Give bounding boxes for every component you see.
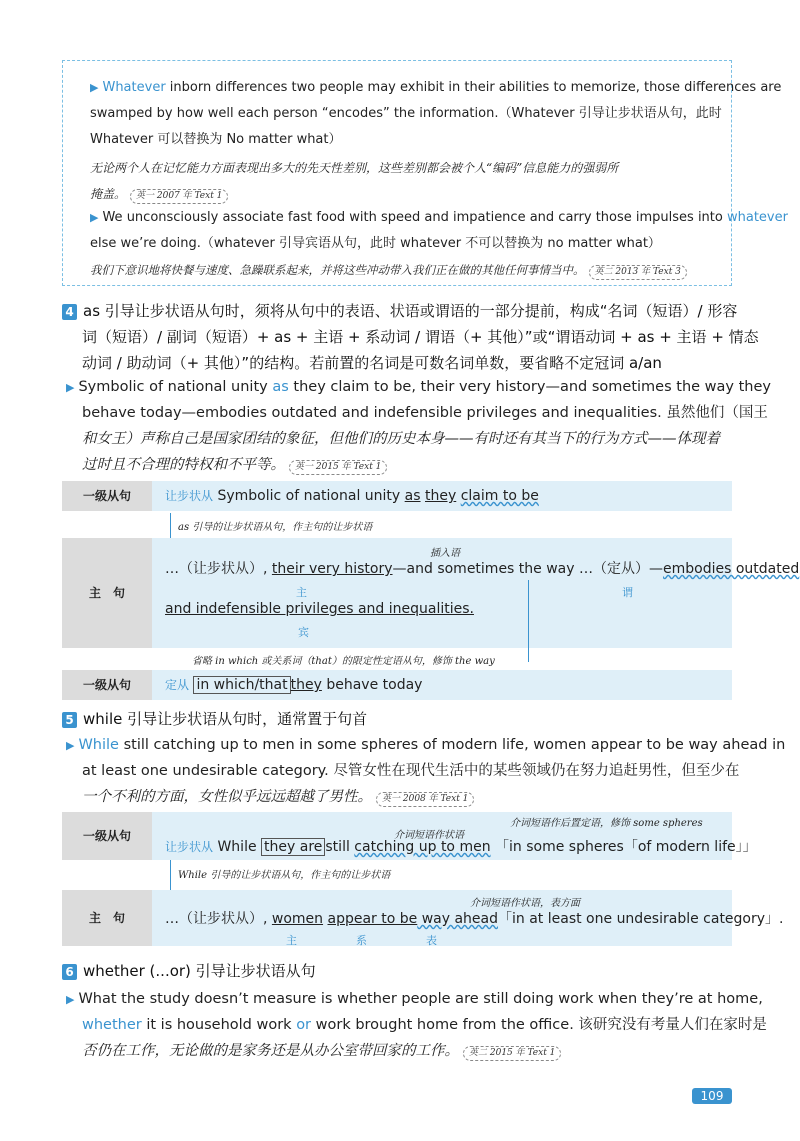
diagram-4-main-line-1: …（让步状从）, their very history—and sometimes the way …（定从）—embodies outdated [165, 561, 800, 577]
example-2-line-1: ▶ We unconsciously associate fast food with speed and impatience and carry those impulses into whatever [90, 210, 788, 225]
example-2-translation: 我们下意识地将快餐与速度、急躁联系起来，并将这些冲动带入我们正在做的其他任何事情当中。 英二 2013 年 Text 3 [90, 258, 726, 282]
source-tag: 英二 2013 年 Text 3 [589, 265, 687, 280]
diagram-label: 一级从句 [62, 670, 152, 700]
example-2-line-2: else we’re doing.（whatever 引导宾语从句，此时 whatever 不可以替换为 no matter what） [90, 236, 661, 251]
section-5-example-line-1: ▶ While still catching up to men in some spheres of modern life, women appear to be way ahead in [66, 737, 786, 753]
diagram-note: 介词短语作状语 [394, 830, 464, 841]
section-5-example-line-2: at least one undesirable category. 尽管女性在现代生活中的某些领域仍在努力追赶男性，但至少在 [82, 763, 740, 779]
source-tag: 英一 2015 年 Text 1 [289, 460, 387, 475]
page-number: 109 [692, 1088, 732, 1104]
section-6-example-line-3: 否仍在工作，无论做的是家务还是从办公室带回家的工作。 英二 2015 年 Text 1 [82, 1038, 561, 1064]
section-4-heading-3: 动词 / 助动词（+ 其他）”的结构。若前置的名词是可数名词单数，要省略不定冠词 a/an [82, 354, 662, 372]
source-tag: 英一 2008 年 Text 1 [376, 792, 474, 807]
diagram-label: 一级从句 [62, 812, 152, 860]
diagram-note: 介词短语作后置定语，修饰 some spheres [510, 818, 703, 829]
bullet-icon: ▶ [90, 81, 99, 94]
section-4-heading-1: 4 as 引导让步状语从句时，须将从句中的表语、状语或谓语的一部分提前，构成“名词（短语）/ 形容 [62, 298, 737, 324]
diagram-label: 主 句 [62, 538, 152, 648]
diagram-note: While 引导的让步状语从句，作主句的让步状语 [178, 870, 391, 881]
section-number: 6 [62, 964, 77, 980]
bullet-icon: ▶ [66, 381, 75, 394]
example-1-line-2: swamped by how well each person “encodes” the information.（Whatever 引导让步状语从句，此时 [90, 106, 722, 121]
grammar-mark-subject: 主 [286, 934, 297, 947]
source-tag: 英一 2007 年 Text 1 [130, 189, 228, 204]
bullet-icon: ▶ [66, 739, 75, 752]
grammar-mark-linking-verb: 系 [356, 934, 367, 947]
section-number: 4 [62, 304, 77, 320]
diagram-4-clause-3: 定从 in which/that they behave today [165, 677, 423, 693]
section-6-heading: 6 whether (...or) 引导让步状语从句 [62, 958, 316, 984]
diagram-5-clause-1: 让步状从 While they are still catching up to men 「in some spheres「of modern life」」 [165, 839, 757, 855]
arrow-line [528, 580, 529, 662]
example-1-translation-1: 无论两个人在记忆能力方面表现出多大的先天性差别，这些差别都会被个人“编码”信息能力的强弱所 [90, 161, 619, 175]
section-4-heading-2: 词（短语）/ 副词（短语）+ as + 主语 + 系动词 / 谓语（+ 其他）”或“谓语动词 + as + 主语 + 情态 [82, 328, 759, 346]
arrow-line [170, 860, 171, 892]
section-6-example-line-1: ▶ What the study doesn’t measure is whether people are still doing work when they’re at home, [66, 991, 763, 1007]
bullet-icon: ▶ [90, 211, 99, 224]
section-4-example-line-3: 和女王）声称自己是国家团结的象征，但他们的历史本身——有时还有其当下的行为方式——体现着 [82, 431, 720, 447]
diagram-note: 插入语 [430, 548, 460, 559]
example-1-line-1: ▶ Whatever inborn differences two people may exhibit in their abilities to memorize, those differences are [90, 80, 782, 95]
section-4-example-line-4: 过时且不合理的特权和不平等。 英一 2015 年 Text 1 [82, 452, 387, 478]
diagram-4-main-line-2: and indefensible privileges and inequalities. [165, 601, 474, 617]
example-1-line-3: Whatever 可以替换为 No matter what） [90, 132, 342, 147]
section-4-example-line-1: ▶ Symbolic of national unity as they claim to be, their very history—and sometimes the way they [66, 379, 771, 395]
grammar-mark-subject: 主 [296, 586, 307, 599]
diagram-label: 主 句 [62, 890, 152, 946]
section-5-heading: 5 while 引导让步状语从句时，通常置于句首 [62, 706, 367, 732]
diagram-note: 介词短语作状语，表方面 [470, 898, 580, 909]
section-5-example-line-3: 一个不利的方面，女性似乎远远超越了男性。 英一 2008 年 Text 1 [82, 784, 474, 810]
grammar-mark-object: 宾 [298, 626, 309, 639]
example-1-translation-2: 掩盖。 英一 2007 年 Text 1 [90, 182, 726, 206]
diagram-5-main: …（让步状从）, women appear to be way ahead「in at least one undesirable category」. [165, 911, 784, 927]
source-tag: 英二 2015 年 Text 1 [463, 1046, 561, 1061]
section-4-example-line-2: behave today—embodies outdated and indefensible privileges and inequalities. 虽然他们（国王 [82, 405, 768, 421]
diagram-note: 省略 in which 或关系词（that）的限定性定语从句，修饰 the way [192, 656, 495, 667]
section-6-example-line-2: whether it is household work or work brought home from the office. 该研究没有考量人们在家时是 [82, 1017, 767, 1033]
bullet-icon: ▶ [66, 993, 75, 1006]
diagram-note: as 引导的让步状语从句，作主句的让步状语 [178, 522, 373, 533]
diagram-4-clause-1: 让步状从 Symbolic of national unity as they claim to be [165, 488, 539, 504]
grammar-mark-predicative: 表 [426, 934, 437, 947]
diagram-label: 一级从句 [62, 481, 152, 511]
section-number: 5 [62, 712, 77, 728]
grammar-mark-predicate: 谓 [622, 586, 633, 599]
